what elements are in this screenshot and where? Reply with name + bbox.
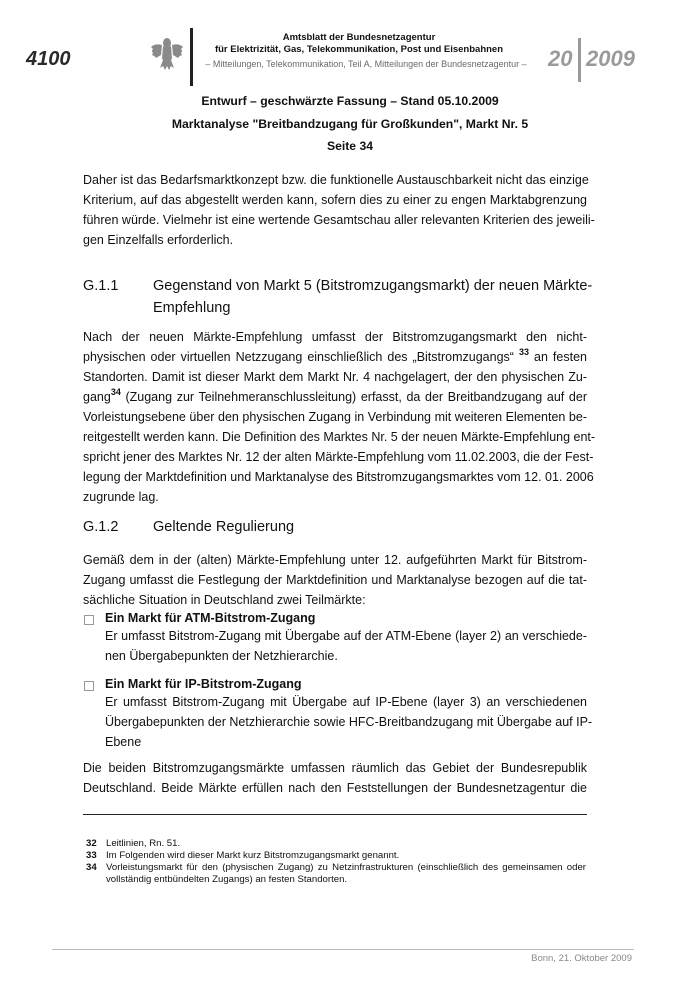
text-line: Er umfasst Bitstrom-Zugang mit Übergabe auf der ATM-Ebene (layer 2) an verschiede-	[105, 629, 587, 643]
text-line	[83, 347, 587, 367]
text-line: sächliche Situation in Deutschland zwei Teilmärkte:	[83, 593, 366, 607]
issue-number: 20	[548, 46, 573, 71]
footnote-32	[86, 838, 586, 850]
text-line: Standorten. Damit ist dieser Markt dem Markt Nr. 4 nachgelagert, der den physischen Zu-	[83, 370, 587, 384]
footnote-text: Im Folgenden wird dieser Markt kurz Bitstromzugangsmarkt genannt.	[106, 850, 400, 861]
footnote-text: Vorleistungsmarkt für den (physischen Zugang) zu Netzinfrastrukturen (einschließlich des gemeinsamen oder vollständig entbündelten Zugangs) an festen Standorten.	[106, 862, 586, 885]
text-line: Vorleistungsebene über den physischen Zugang in Verbindung mit weiteren Elementen be-	[83, 410, 587, 424]
publication-line-2: für Elektrizität, Gas, Telekommunikation, Post und Eisenbahnen	[214, 44, 504, 55]
publication-section: – Mitteilungen, Telekommunikation, Teil A, Mitteilungen der Bundesnetzagentur –	[205, 59, 527, 69]
paragraph-market5	[83, 327, 596, 507]
publication-title	[196, 32, 522, 56]
text-line: Zugang umfasst die Festlegung der Marktdefinition und Marktanalyse bezogen auf die tat-	[83, 573, 587, 587]
text-line: Gemäß dem in der (alten) Märkte-Empfehlung unter 12. aufgeführten Markt für Bitstrom-	[83, 553, 587, 567]
bullet-title-ip: Ein Markt für IP-Bitstrom-Zugang	[105, 677, 302, 691]
draft-title: Entwurf – geschwärzte Fassung – Stand 05.10.2009	[201, 94, 499, 108]
text-line: Übergabepunkten der Netzhierarchie sowie HFC-Breitbandzugang mit Übergabe auf IP-	[105, 715, 593, 729]
page-number: 4100	[26, 48, 71, 70]
bullet-title-atm: Ein Markt für ATM-Bitstrom-Zugang	[105, 611, 316, 625]
footnote-34	[86, 862, 586, 885]
bullet-marker	[84, 681, 94, 691]
section-number: G.1.2	[83, 519, 119, 535]
footnote-number: 32	[86, 838, 97, 849]
section-heading-g112	[83, 516, 294, 538]
footnote-33	[86, 850, 586, 862]
footnote-separator	[83, 814, 587, 815]
text-line: spricht jener des Marktes Nr. 12 der alten Märkte-Empfehlung vom 11.02.2003, die der Fest-	[83, 450, 594, 464]
text-line: Nach der neuen Märkte-Empfehlung umfasst der Bitstromzugangsmarkt den nicht-	[83, 330, 587, 344]
text-segment: an festen	[534, 350, 587, 364]
footer-divider	[52, 949, 634, 950]
analysis-title: Marktanalyse "Breitbandzugang für Großkunden", Markt Nr. 5	[171, 117, 529, 131]
text-line: nen Übergabepunkten der Netzhierarchie.	[105, 649, 338, 663]
issue-year: 2009	[586, 46, 635, 71]
publication-line-1: Amtsblatt der Bundesnetzagentur	[282, 32, 436, 43]
bullet-text-ip	[105, 692, 593, 752]
bullet-text-atm	[105, 626, 587, 666]
section-number: G.1.1	[83, 278, 119, 294]
header-divider	[190, 28, 193, 86]
issue-divider	[578, 38, 581, 82]
text-line: legung der Marktdefinition und Marktanalyse des Bitstromzugangsmarktes vom 12. 01. 2006	[83, 470, 594, 484]
text-line: Daher ist das Bedarfsmarktkonzept bzw. die funktionelle Austauschbarkeit nicht das einzige	[83, 173, 589, 187]
text-line: Kriterium, auf das abgestellt werden kann, sofern dies zu einer zu engen Marktabgrenzung	[83, 193, 587, 207]
federal-eagle-icon	[150, 33, 184, 71]
text-segment: (Zugang zur Teilnehmeranschlussleitung) erfasst, da der Breitbandzugang auf der	[125, 390, 587, 404]
footnote-ref-33[interactable]: 33	[518, 346, 529, 357]
footnote-number: 33	[86, 850, 97, 861]
text-line	[83, 387, 587, 407]
text-line: Deutschland. Beide Märkte erfüllen nach den Feststellungen der Bundesnetzagentur die	[83, 781, 587, 795]
paragraph-conclusion	[83, 758, 587, 798]
text-segment: physischen oder virtuellen Netzzugang einschließlich des „Bitstromzugangs“	[83, 350, 514, 364]
bullet-marker	[84, 615, 94, 625]
footnote-text: Leitlinien, Rn. 51.	[106, 838, 181, 849]
text-line: gen Einzelfalls erforderlich.	[83, 233, 234, 247]
paragraph-regulation	[83, 550, 587, 610]
text-line: zugrunde lag.	[83, 490, 159, 504]
page-label: Seite 34	[326, 139, 374, 153]
footnote-number: 34	[86, 862, 97, 873]
section-title: Geltende Regulierung	[153, 519, 295, 535]
text-line: Ebene	[105, 735, 142, 749]
text-segment: gang	[83, 390, 111, 404]
section-title-continued: Empfehlung	[153, 300, 231, 316]
text-line: reitgestellt werden kann. Die Definition des Marktes Nr. 5 der neuen Märkte-Empfehlung ent-	[83, 430, 596, 444]
footnote-ref-34[interactable]: 34	[110, 386, 121, 397]
section-heading-g111	[83, 275, 592, 319]
footer-place-date: Bonn, 21. Oktober 2009	[531, 953, 632, 964]
text-line: Er umfasst Bitstrom-Zugang mit Übergabe auf IP-Ebene (layer 3) an verschiedenen	[105, 695, 587, 709]
paragraph-intro	[83, 170, 595, 250]
text-line: führen würde. Vielmehr ist eine wertende Gesamtschau aller relevanten Kriterien des jeweili-	[83, 213, 595, 227]
text-line: Die beiden Bitstromzugangsmärkte umfassen räumlich das Gebiet der Bundesrepublik	[83, 761, 587, 775]
section-title: Gegenstand von Markt 5 (Bitstromzugangsmarkt) der neuen Märkte-	[153, 278, 593, 294]
